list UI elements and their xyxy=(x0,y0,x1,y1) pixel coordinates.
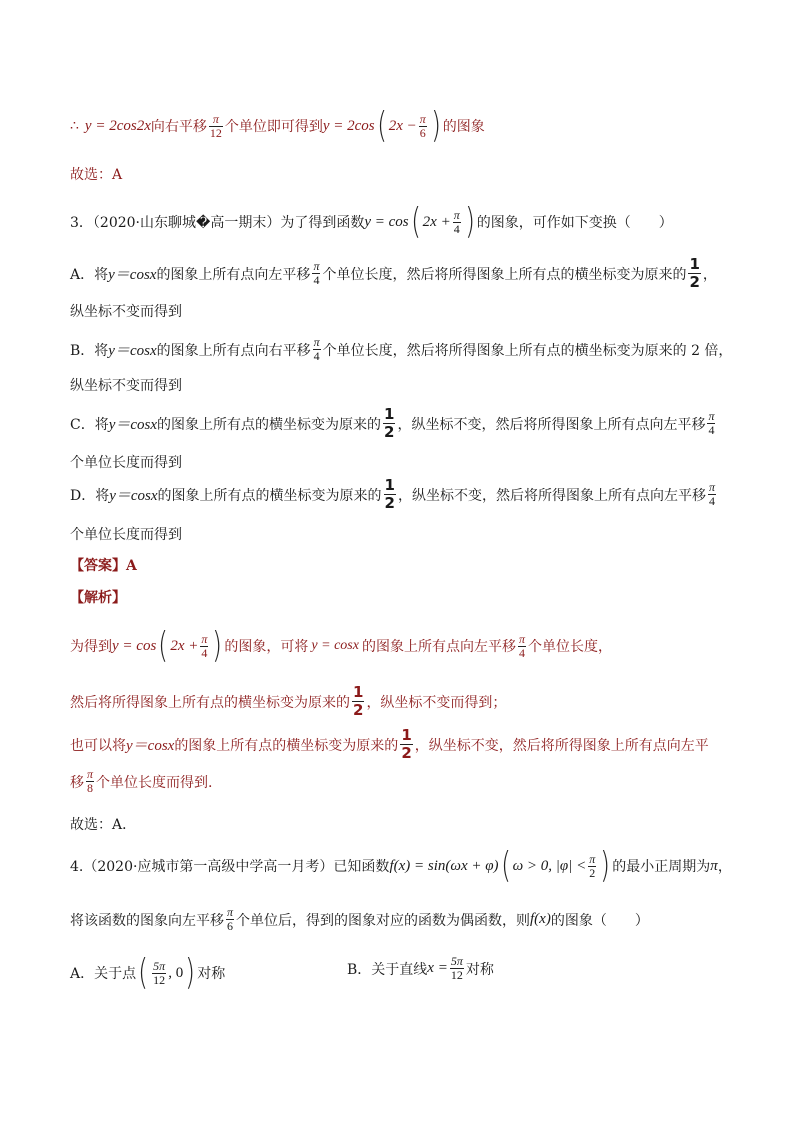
option-c xyxy=(70,406,717,441)
text: 的图象上所有点的横坐标变为原来的 xyxy=(157,416,382,433)
step-conclusion-line xyxy=(70,105,485,146)
fraction xyxy=(152,960,166,987)
numerator: π xyxy=(313,335,320,349)
numerator: π xyxy=(212,111,219,126)
text: 对称 xyxy=(197,966,226,982)
text: 的图象，可作如下变换（ ） xyxy=(476,215,673,231)
numerator: π xyxy=(708,409,715,423)
math-expr: y = 2cos2x xyxy=(84,117,151,134)
right-paren: ) xyxy=(212,625,223,666)
denominator: 2 xyxy=(353,701,364,719)
choose-line-1 xyxy=(70,164,122,184)
math-expr: f(x) = sin(ωx + φ) xyxy=(389,857,499,874)
fraction xyxy=(86,768,94,795)
text: 纵坐标不变而得到 xyxy=(70,378,182,394)
text: 的图象 xyxy=(442,119,485,135)
solution-line-4 xyxy=(70,768,212,795)
fraction xyxy=(450,955,464,982)
numerator: π xyxy=(87,767,94,781)
text: D．将 xyxy=(70,487,110,504)
option-d-cont xyxy=(70,524,182,544)
right-paren: ) xyxy=(600,845,611,886)
numerator: π xyxy=(589,851,596,866)
left-paren: ( xyxy=(410,201,421,242)
text: B．关于直线 xyxy=(347,961,428,978)
text: 个单位长度，然后将所得图象上所有点的横坐标变为原来的 xyxy=(322,266,687,283)
text: 的图象上所有点向右平移 xyxy=(156,342,311,359)
fraction xyxy=(312,260,320,287)
fraction xyxy=(707,410,715,437)
text: B．将 xyxy=(70,342,109,359)
numerator: 1 xyxy=(384,476,395,494)
option-a-cont xyxy=(70,301,182,321)
fraction-half xyxy=(688,256,700,291)
denominator: 4 xyxy=(453,221,460,236)
fraction-half xyxy=(352,684,364,719)
numerator: 5π xyxy=(153,958,166,973)
option-b xyxy=(70,336,732,363)
denominator: 12 xyxy=(209,125,222,140)
text: 移 xyxy=(70,774,84,791)
denominator: 12 xyxy=(153,972,166,987)
denominator: 4 xyxy=(708,423,715,437)
answer-label xyxy=(70,555,137,575)
denominator: 2 xyxy=(401,744,412,762)
text: ，纵坐标不变，然后将所得图象上所有点向左平 xyxy=(414,737,709,754)
right-paren: ) xyxy=(430,105,441,146)
math-expr: y＝cosx xyxy=(108,417,158,433)
q4-option-b xyxy=(347,955,494,982)
fraction-half xyxy=(400,727,412,762)
numerator: 1 xyxy=(353,683,364,701)
analysis-label xyxy=(70,587,126,607)
option-d xyxy=(70,477,718,512)
denominator: 2 xyxy=(689,273,700,291)
text: 的图象（ ） xyxy=(550,912,649,929)
fraction xyxy=(313,336,321,363)
text: 为得到 xyxy=(70,639,112,655)
left-paren: ( xyxy=(376,105,387,146)
text: 的图象上所有点向左平移 xyxy=(156,266,311,283)
solution-line-3 xyxy=(70,727,709,762)
text: 的图象，可将 xyxy=(224,639,309,655)
left-paren: ( xyxy=(158,625,169,666)
fraction-half xyxy=(383,406,395,441)
numerator: π xyxy=(313,259,320,273)
numerator: π xyxy=(453,207,460,222)
text: 【答案】A xyxy=(70,558,137,574)
text: 个单位后，得到的图象对应的函数为偶函数，则 xyxy=(236,912,531,929)
numerator: π xyxy=(419,111,426,126)
text: ， xyxy=(717,859,732,875)
fraction xyxy=(200,633,208,660)
text: 然后将所得图象上所有点的横坐标变为原来的 xyxy=(70,694,350,711)
math-expr: , 0 xyxy=(168,964,184,981)
text: ，纵坐标不变，然后将所得图象上所有点向左平移 xyxy=(397,416,706,433)
math-expr: y = cosx xyxy=(311,638,359,653)
fraction xyxy=(518,633,526,660)
fraction xyxy=(226,906,234,933)
math-expr: ω > 0, |φ| < xyxy=(512,857,587,874)
text: ，纵坐标不变而得到； xyxy=(366,694,507,711)
math-expr: 2x − xyxy=(388,117,417,134)
math-expr: y = cos xyxy=(364,213,409,230)
numerator: π xyxy=(201,631,208,646)
text: 个单位长度，然后将所得图象上所有点的横坐标变为原来的 2 倍， xyxy=(322,342,733,359)
text: A．将 xyxy=(70,266,109,283)
math-expr: y＝cosx xyxy=(108,267,157,283)
text: 个单位长度， xyxy=(527,639,612,655)
denominator: 2 xyxy=(589,865,596,880)
text: 【解析】 xyxy=(70,590,126,606)
text: 的图象上所有点的横坐标变为原来的 xyxy=(157,487,382,504)
text: 4.（2020·应城市第一高级中学高一月考）已知函数 xyxy=(70,859,390,875)
text: C．将 xyxy=(70,416,109,433)
text: 个单位长度而得到. xyxy=(96,774,213,791)
fraction xyxy=(419,113,427,140)
numerator: π xyxy=(708,480,715,494)
fraction xyxy=(588,853,596,880)
text: 故选：A． xyxy=(70,817,137,833)
text: 故选：A xyxy=(70,167,123,183)
left-paren: ( xyxy=(500,845,511,886)
text: 纵坐标不变而得到 xyxy=(70,304,182,320)
option-c-cont xyxy=(70,452,182,472)
text: 3．（2020·山东聊城�高一期末）为了得到函数 xyxy=(70,215,365,231)
text: 个单位长度而得到 xyxy=(70,527,182,543)
q4-option-a xyxy=(70,952,226,993)
solution-line-1 xyxy=(70,625,612,666)
question-4-cont xyxy=(70,906,649,933)
question-3 xyxy=(70,201,673,242)
text: 将该函数的图象向左平移 xyxy=(70,912,224,929)
numerator: π xyxy=(518,631,525,646)
text: 的图象上所有点向左平移 xyxy=(361,639,516,655)
denominator: 2 xyxy=(384,494,395,512)
solution-line-2 xyxy=(70,684,506,719)
math-expr: y＝cosx xyxy=(126,738,175,754)
math-expr: y＝cosx xyxy=(109,488,158,504)
therefore-symbol: ∴ xyxy=(70,118,79,134)
fraction-half xyxy=(384,477,396,512)
math-expr: y＝cosx xyxy=(108,343,157,359)
numerator: π xyxy=(227,905,234,919)
numerator: 1 xyxy=(689,255,700,273)
numerator: 1 xyxy=(384,405,395,423)
denominator: 8 xyxy=(87,781,93,795)
choose-line-2 xyxy=(70,814,136,834)
math-expr: f(x) xyxy=(530,911,551,927)
denominator: 6 xyxy=(227,919,233,933)
text: 个单位长度而得到 xyxy=(70,455,182,471)
math-expr: y = 2cos xyxy=(322,117,375,134)
denominator: 2 xyxy=(384,423,395,441)
denominator: 4 xyxy=(518,645,525,660)
text: A．关于点 xyxy=(70,966,137,982)
denominator: 4 xyxy=(313,273,320,287)
numerator: 1 xyxy=(401,726,412,744)
right-paren: ) xyxy=(464,201,475,242)
math-expr: y = cos xyxy=(112,637,157,654)
fraction xyxy=(209,113,223,140)
math-expr: π xyxy=(710,857,718,874)
denominator: 4 xyxy=(708,494,715,508)
left-paren: ( xyxy=(138,952,149,993)
math-expr: 2x + xyxy=(422,213,451,230)
numerator: 5π xyxy=(450,954,463,968)
option-a xyxy=(70,256,717,291)
text: 也可以将 xyxy=(70,737,126,754)
denominator: 4 xyxy=(201,645,208,660)
option-b-cont xyxy=(70,375,182,395)
text: ， xyxy=(702,266,717,283)
math-expr: 2x + xyxy=(170,637,199,654)
text: ，纵坐标不变，然后将所得图象上所有点向左平移 xyxy=(397,487,706,504)
denominator: 6 xyxy=(419,125,426,140)
fraction xyxy=(708,481,716,508)
question-4 xyxy=(70,845,732,886)
text: 的最小正周期为 xyxy=(612,859,711,875)
text: 个单位即可得到 xyxy=(224,119,323,135)
math-expr: x = xyxy=(427,960,448,976)
denominator: 4 xyxy=(313,349,320,363)
fraction xyxy=(453,209,461,236)
right-paren: ) xyxy=(185,952,196,993)
text: 的图象上所有点的横坐标变为原来的 xyxy=(174,737,399,754)
denominator: 12 xyxy=(450,968,463,982)
text: 向右平移 xyxy=(150,119,207,135)
text: 对称 xyxy=(465,961,494,978)
